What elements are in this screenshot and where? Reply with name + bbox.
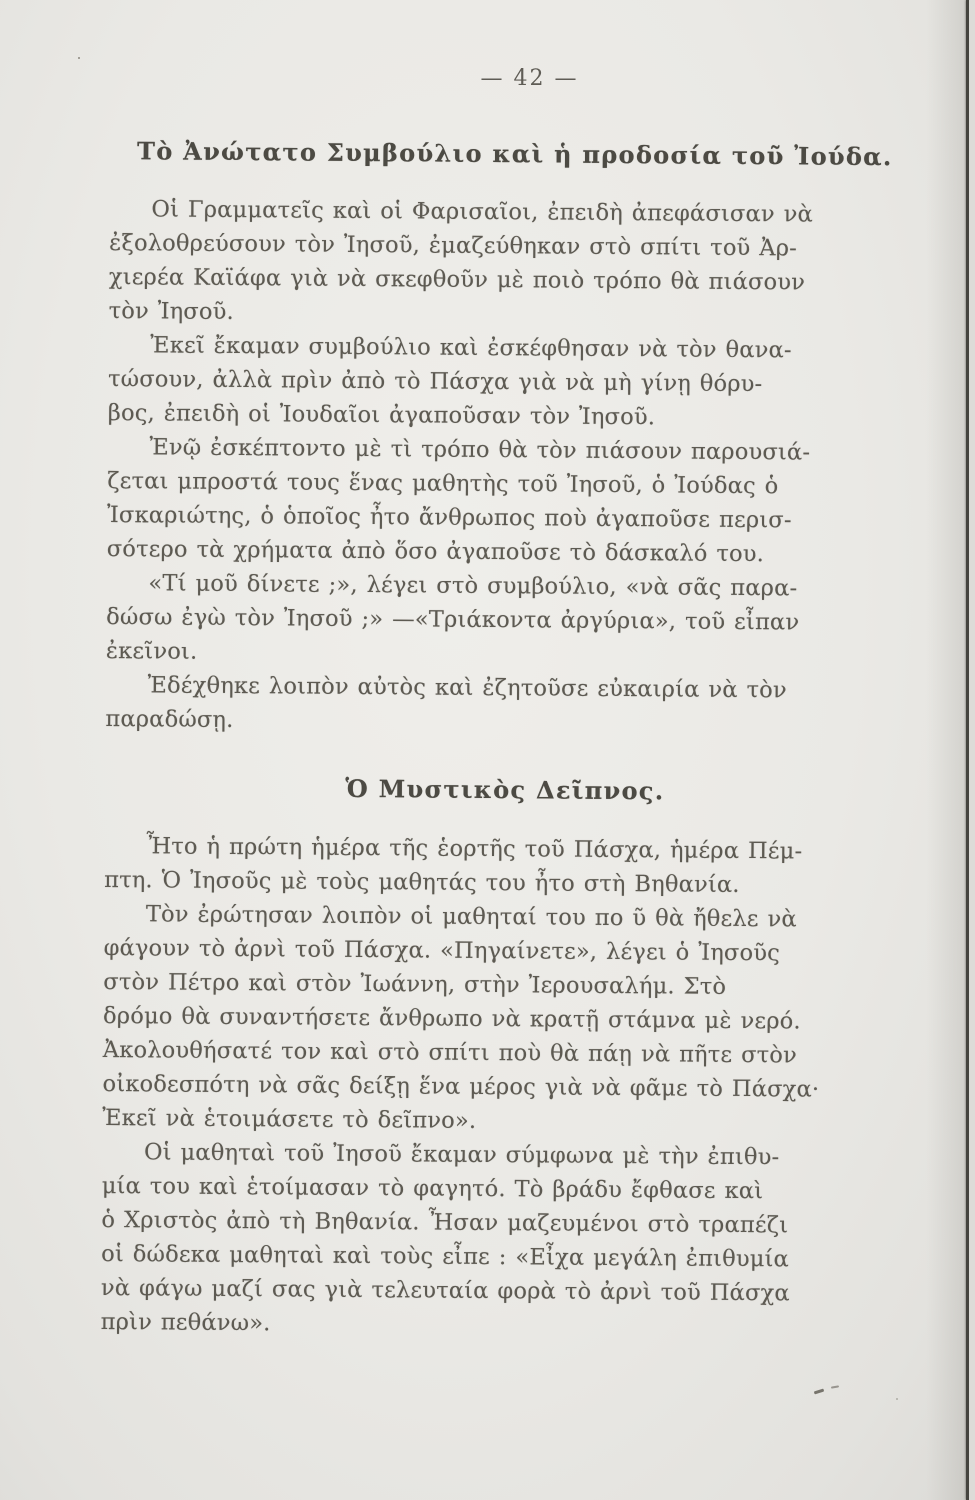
- paragraph: Ἦτο ἡ πρώτη ἡμέρα τῆς ἑορτῆς τοῦ Πάσχα, ἡμέρα Πέμ- πτη. Ὁ Ἰησοῦς μὲ τοὺς μαθητάς του ἦτο στὴ Βηθανία.: [104, 833, 803, 898]
- paragraph: Ἐδέχθηκε λοιπὸν αὐτὸς καὶ ἐζητοῦσε εὐκαιρία νὰ τὸν παραδώσῃ.: [105, 672, 787, 733]
- ink-smudge: [831, 1385, 839, 1388]
- section-heading: Τὸ Ἀνώτατο Συμβούλιο καὶ ἡ προδοσία τοῦ Ἰούδα.: [137, 136, 893, 172]
- page-gutter-shadow: [926, 0, 966, 1500]
- page-content: [101, 136, 910, 1345]
- paragraph: Ἐνῷ ἐσκέπτοντο μὲ τὶ τρόπο θὰ τὸν πιάσουν παρουσιά- ζεται μπροστά τους ἕνας μαθητὴς τοῦ Ἰησοῦ, ὁ Ἰούδας ὁ Ἰσκαριώτης, ὁ ὁποῖος ἦτο ἄνθρωπος ποὺ ἀγαποῦσε περισ- σότερο τὰ χρήματα ἀπὸ ὅσο ἀγαποῦσε τὸ δάσκαλό του.: [106, 434, 811, 568]
- ink-smudge: [814, 1389, 824, 1395]
- paper-speck: [78, 57, 80, 59]
- paragraph: Οἱ Γραμματεῖς καὶ οἱ Φαρισαῖοι, ἐπειδὴ ἀπεφάσισαν νὰ ἐξολοθρεύσουν τὸν Ἰησοῦ, ἐμαζεύθηκαν στὸ σπίτι τοῦ Ἀρ- χιερέα Καϊάφα γιὰ νὰ σκεφθοῦν μὲ ποιὸ τρόπο θὰ πιάσουν τὸν Ἰησοῦ.: [108, 196, 814, 325]
- page-number: — 42 —: [480, 66, 579, 91]
- section-sanhedrin: [105, 136, 910, 742]
- section-heading: Ὁ Μυστικὸς Δεῖπνος.: [345, 773, 665, 806]
- page-edge-strip: [969, 0, 975, 1500]
- paragraph: «Τί μοῦ δίνετε ;», λέγει στὸ συμβούλιο, «νὰ σᾶς παρα- δώσω ἐγὼ τὸν Ἰησοῦ ;» —«Τριάκοντα ἀργύρια», τοῦ εἶπαν ἐκεῖνοι.: [105, 570, 800, 665]
- paragraph: Τὸν ἐρώτησαν λοιπὸν οἱ μαθηταί του πο ῦ θὰ ἤθελε νὰ φάγουν τὸ ἀρνὶ τοῦ Πάσχα. «Πηγαίνετε», λέγει ὁ Ἰησοῦς στὸν Πέτρο καὶ στὸν Ἰωάννη, στὴν Ἰερουσαλήμ. Στὸ δρόμο θὰ συναντήσετε ἄνθρωπο νὰ κρατῇ στάμνα μὲ νερό. Ἀκολουθήσατέ τον καὶ στὸ σπίτι ποὺ θὰ πάῃ νὰ πῆτε στὸν οἰκοδεσπότη νὰ σᾶς δείξῃ ἕνα μέρος γιὰ νὰ φᾶμε τὸ Πάσχα· Ἐκεῖ νὰ ἑτοιμάσετε τὸ δεῖπνο».: [102, 901, 820, 1134]
- paragraph: Ἐκεῖ ἔκαμαν συμβούλιο καὶ ἐσκέφθησαν νὰ τὸν θανα- τώσουν, ἀλλὰ πρὶν ἀπὸ τὸ Πάσχα γιὰ νὰ μὴ γίνῃ θόρυ- βος, ἐπειδὴ οἱ Ἰουδαῖοι ἀγαποῦσαν τὸν Ἰησοῦ.: [107, 332, 792, 431]
- section-last-supper: [101, 772, 905, 1345]
- paragraph: Οἱ μαθηταὶ τοῦ Ἰησοῦ ἔκαμαν σύμφωνα μὲ τὴν ἐπιθυ- μία του καὶ ἑτοίμασαν τὸ φαγητό. Τὸ βράδυ ἔφθασε καὶ ὁ Χριστὸς ἀπὸ τὴ Βηθανία. Ἦσαν μαζευμένοι στὸ τραπέζι οἱ δώδεκα μαθηταὶ καὶ τοὺς εἶπε : «Εἶχα μεγάλη ἐπιθυμία νὰ φάγω μαζί σας γιὰ τελευταία φορὰ τὸ ἀρνὶ τοῦ Πάσχα πρὶν πεθάνω».: [100, 1139, 790, 1337]
- paper-speck: [896, 1398, 898, 1400]
